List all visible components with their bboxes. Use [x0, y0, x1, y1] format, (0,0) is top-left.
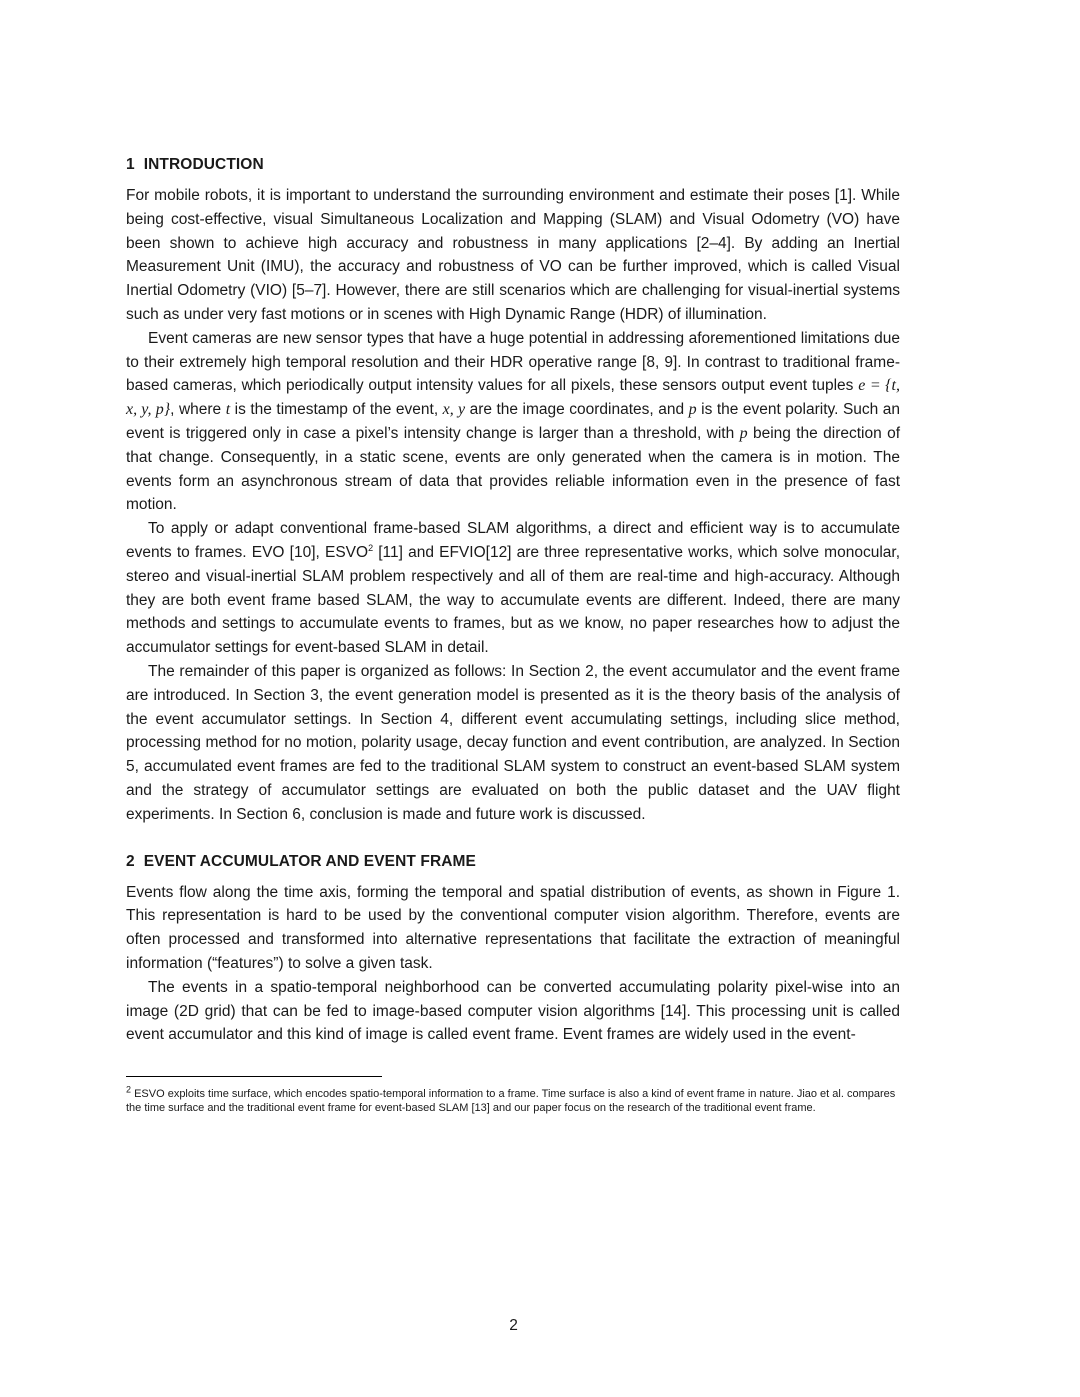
section-title: INTRODUCTION	[143, 156, 264, 173]
footnote	[126, 1084, 900, 1116]
paragraph-intro-3	[126, 517, 900, 660]
math-event-tuple: e = {t, x, y, p}	[126, 377, 900, 419]
text-run: [11] and EFVIO[12] are three representative works, which solve monocular, stereo and visual-inertial SLAM problem respectively and all of them are real-time and high-accuracy. Although they are both event frame based SLAM, the way to accumulate events are different. Indeed, there are many methods and settings to accumulate events to frames, but as we know, no paper researches how to adjust the accumulator settings for event-based SLAM in detail.	[126, 543, 900, 657]
footnote-reference: 2	[368, 542, 374, 553]
math-xy: x, y	[442, 401, 466, 419]
footnote-text: ESVO exploits time surface, which encodes spatio-temporal information to a frame. Time surface is also a kind of event frame in nature. Jiao et al. compares the time surface and the traditional event frame for event-based SLAM [13] and our paper focus on the research of the traditional event frame.	[126, 1088, 896, 1115]
math-p: p	[688, 401, 697, 419]
math-t: t	[225, 401, 231, 419]
section-number: 1	[126, 156, 135, 173]
math-p: p	[739, 424, 748, 442]
footnote-mark: 2	[126, 1084, 132, 1095]
text-run: is the event polarity. Such an event is triggered only in case a pixel’s intensity change is larger than a threshold, with	[126, 401, 901, 442]
page-body	[126, 152, 900, 1047]
section-number: 2	[126, 852, 135, 870]
paragraph-section2-2: The events in a spatio-temporal neighborhood can be converted accumulating polarity pixel-wise into an image (2D grid) that can be fed to image-based computer vision algorithms [14]. This processing unit is called event accumulator and this kind of image is called event frame. Event frames are widely used in the event-	[126, 978, 900, 1044]
page-number: 2	[509, 1317, 518, 1334]
text-run: being the direction of that change. Consequently, in a static scene, events are only generated when the camera is in motion. The events form an asynchronous stream of data that provides reliable information even in the presence of fast motion.	[126, 424, 901, 514]
paragraph-intro-2	[126, 327, 900, 517]
text-run: Event cameras are new sensor types that have a huge potential in addressing aforementioned limitations due to their extremely high temporal resolution and their HDR operative range [8, 9]. In contrast to traditional frame-based cameras, which periodically output intensity values for all pixels, these sensors output event tuples	[126, 329, 900, 395]
text-run: To apply or adapt conventional frame-based SLAM algorithms, a direct and efficient way is to accumulate events to frames. EVO [10], ESVO	[126, 520, 900, 561]
text-run: are the image coordinates, and	[465, 401, 689, 419]
text-run: is the timestamp of the event,	[230, 401, 443, 419]
section-heading-event-accumulator	[126, 849, 900, 875]
footnote-separator	[126, 1076, 382, 1077]
paragraph-intro-1: For mobile robots, it is important to understand the surrounding environment and estimate their poses [1]. While being cost-effective, visual Simultaneous Localization and Mapping (SLAM) and Visual Odometry (VO) have been shown to achieve high accuracy and robustness in many applications [2–4]. By adding an Inertial Measurement Unit (IMU), the accuracy and robustness of VO can be further improved, which is called Visual Inertial Odometry (VIO) [5–7]. However, there are still scenarios which are challenging for visual-inertial systems such as under very fast motions or in scenes with High Dynamic Range (HDR) of illumination.	[126, 187, 900, 323]
paragraph-section2-1: Events flow along the time axis, forming the temporal and spatial distribution of events, as shown in Figure 1. This representation is hard to be used by the conventional computer vision algorithm. Therefore, events are often processed and transformed into alternative representations that facilitate the extraction of meaningful information (“features”) to solve a given task.	[126, 883, 900, 972]
text-run: , where	[170, 401, 226, 419]
section-heading-introduction	[126, 152, 900, 178]
section-title: EVENT ACCUMULATOR AND EVENT FRAME	[143, 852, 476, 870]
paragraph-intro-4: The remainder of this paper is organized as follows: In Section 2, the event accumulator and the event frame are introduced. In Section 3, the event generation model is presented as it is the theory basis of the analysis of the event accumulator settings. In Section 4, different event accumulating settings, including slice method, processing method for no motion, polarity usage, decay function and event contribution, are analyzed. In Section 5, accumulated event frames are fed to the traditional SLAM system to construct an event-based SLAM system and the strategy of accumulator settings are evaluated on both the public dataset and the UAV flight experiments. In Section 6, conclusion is made and future work is discussed.	[126, 662, 900, 823]
